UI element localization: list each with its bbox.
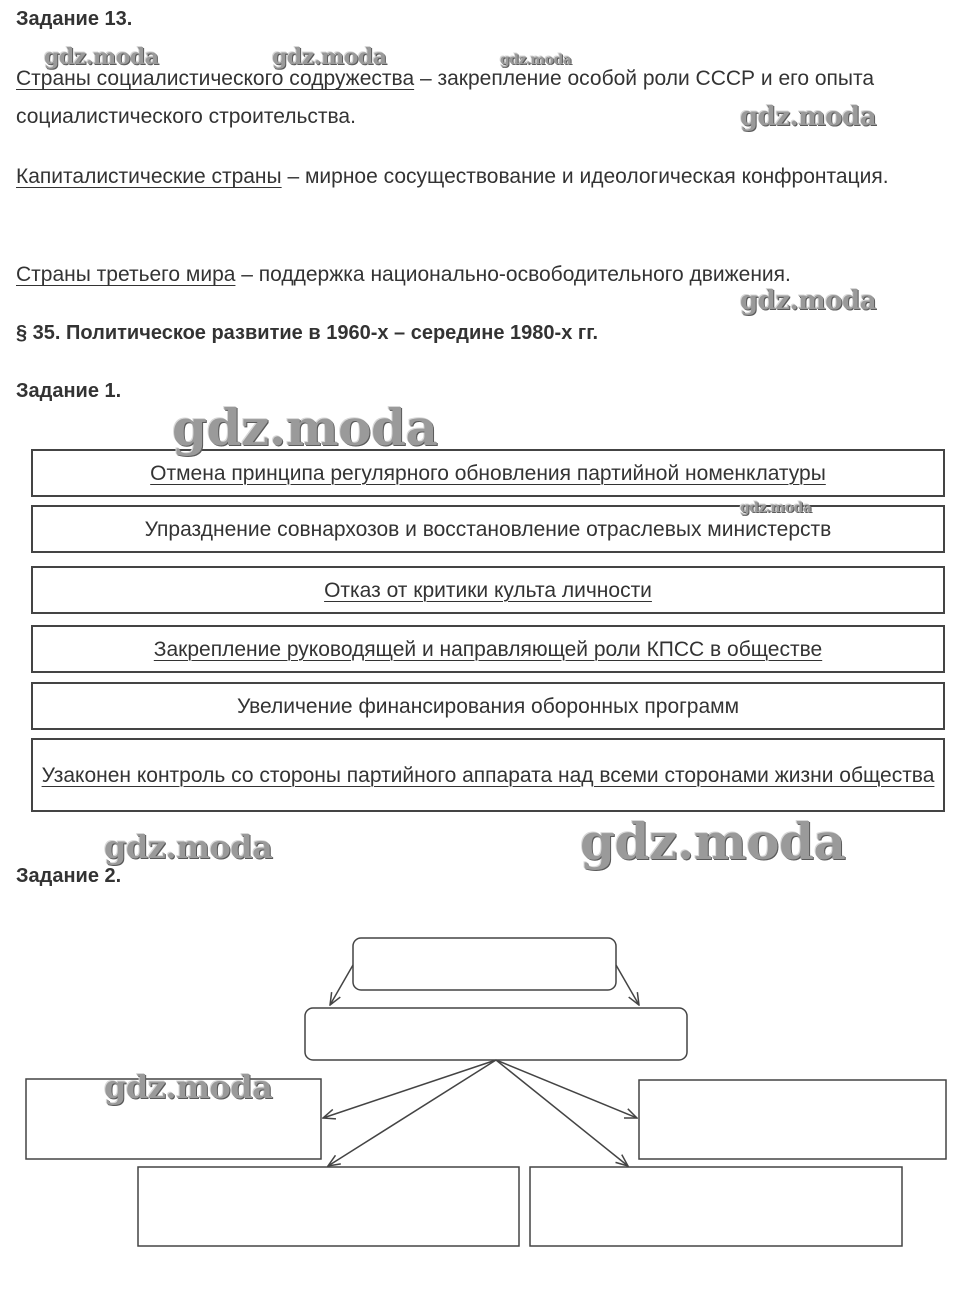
watermark-logo: gdz.moda	[44, 44, 159, 70]
answer-text: Узаконен контроль со стороны партийного аппарата над всеми сторонами жизни общества	[41, 763, 935, 787]
answer-text: Отмена принципа регулярного обновления партийной номенклатуры	[150, 461, 826, 485]
arrow-to-bottom-right	[496, 1060, 628, 1166]
scheme-top-box	[353, 938, 616, 990]
watermark-logo: gdz.moda	[272, 44, 387, 70]
term-link: Страны социалистического содружества	[16, 67, 415, 90]
arrow-to-right	[496, 1060, 637, 1118]
arrow-right-top	[616, 965, 639, 1005]
watermark-logo: gdz.moda	[740, 500, 812, 516]
scheme-box-bottom-right	[530, 1167, 902, 1246]
arrow-to-bottom-left	[328, 1060, 496, 1166]
answer-text: Закрепление руководящей и направляющей роли КПСС в обществе	[153, 637, 823, 661]
watermark-logo: gdz.moda	[104, 1068, 273, 1106]
answer-text: Увеличение финансирования оборонных программ	[236, 694, 740, 718]
term-description: – закрепление особой роли СССР и его опыта социалистического строительства.	[16, 67, 875, 128]
scheme-box-right	[639, 1080, 946, 1159]
answer-text: Отказ от критики культа личности	[324, 578, 652, 602]
task2-heading: Задание 2.	[16, 865, 122, 887]
answer-text: Упразднение совнархозов и восстановление отраслевых министерств	[144, 517, 832, 541]
watermark-logo: gdz.moda	[104, 828, 273, 866]
watermark-logo: gdz.moda	[500, 52, 572, 68]
watermark-logo: gdz.moda	[580, 812, 846, 871]
scheme-box-bottom-left	[138, 1167, 519, 1246]
task13-heading: Задание 13.	[16, 8, 133, 30]
arrow-left-top	[330, 965, 353, 1005]
term-link: Страны третьего мира	[16, 263, 236, 286]
section-heading: § 35. Политическое развитие в 1960-х – середине 1980-х гг.	[16, 322, 599, 344]
term-description: – поддержка национально-освободительного движения.	[235, 263, 791, 286]
arrow-to-left	[323, 1060, 496, 1118]
term-link: Капиталистические страны	[16, 165, 282, 188]
scheme-box-left	[26, 1079, 321, 1159]
task1-heading: Задание 1.	[16, 380, 122, 402]
watermark-logo: gdz.moda	[740, 102, 877, 132]
term-description: – мирное сосуществование и идеологическая конфронтация.	[281, 165, 889, 188]
watermark-logo: gdz.moda	[172, 398, 438, 457]
scheme-middle-box	[305, 1008, 687, 1060]
watermark-logo: gdz.moda	[740, 286, 877, 316]
